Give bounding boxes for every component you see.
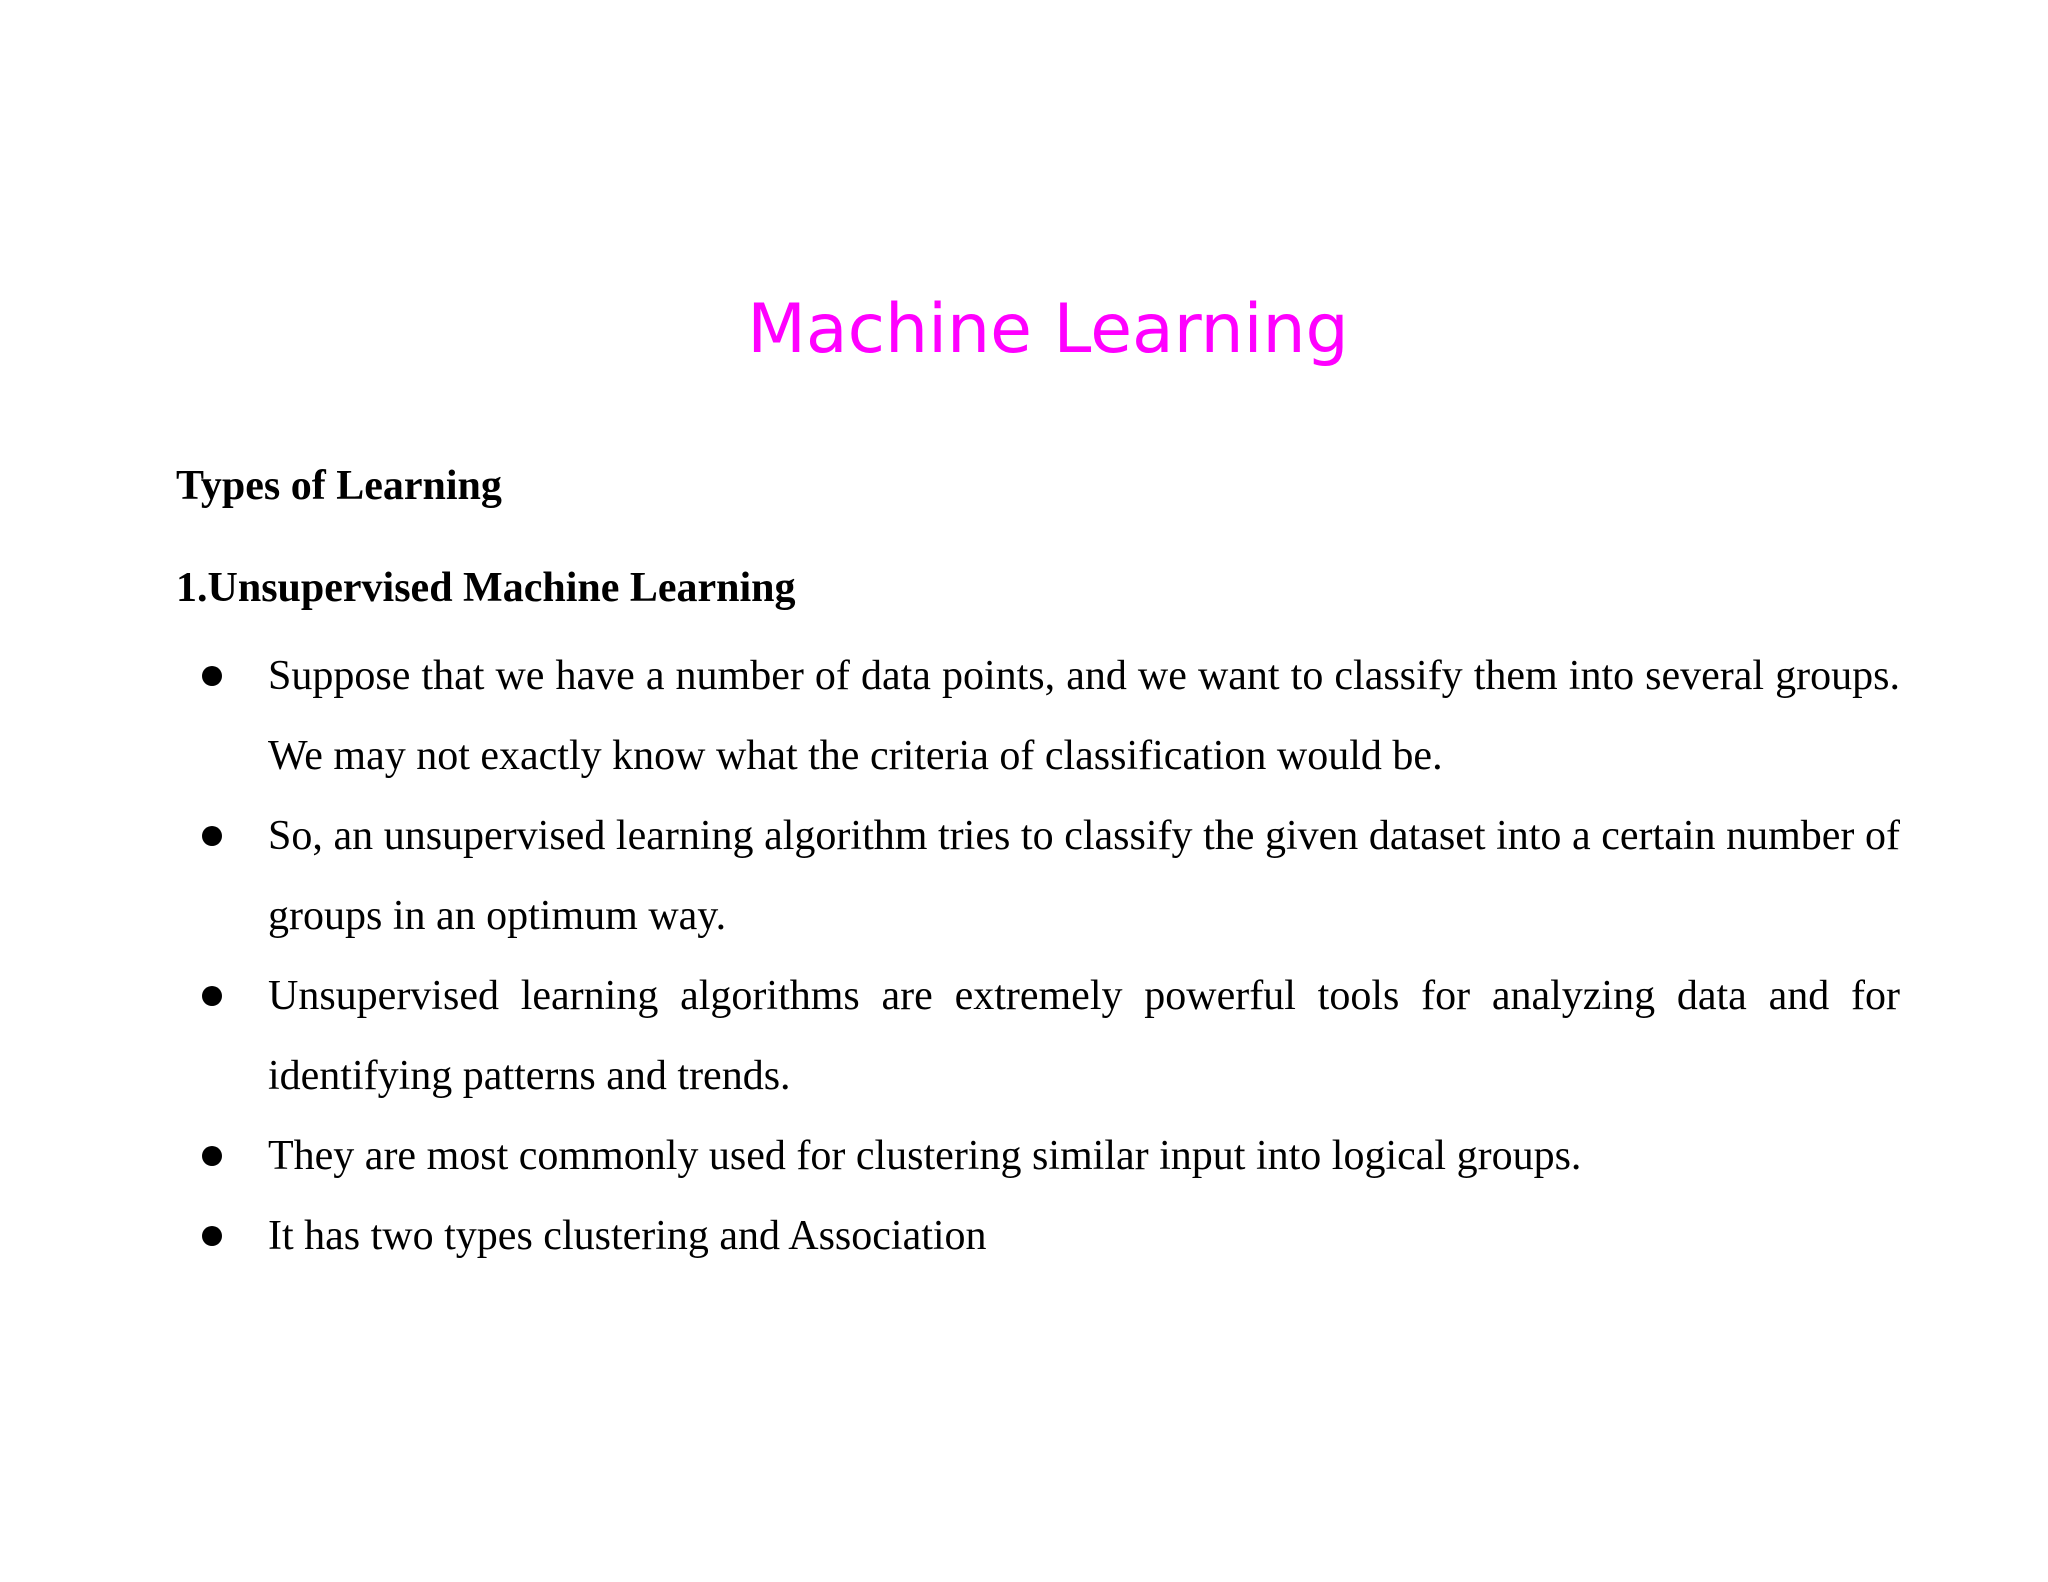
list-item <box>196 796 1900 956</box>
bullet-icon <box>202 986 222 1006</box>
list-item <box>196 636 1900 796</box>
bullet-icon <box>202 1226 222 1246</box>
list-item <box>196 1116 1900 1196</box>
bullet-icon <box>202 1146 222 1166</box>
list-item <box>196 1196 1900 1276</box>
bullet-icon <box>202 666 222 686</box>
bullet-list <box>196 636 1900 1276</box>
page-title: Machine Learning <box>747 290 1349 369</box>
bullet-icon <box>202 826 222 846</box>
list-item-text: Suppose that we have a number of data points, and we want to classify them into several groups. We may not exactly know what the criteria of classification would be. <box>268 653 1900 779</box>
list-item-text: They are most commonly used for clustering similar input into logical groups. <box>268 1133 1582 1179</box>
list-item-text: So, an unsupervised learning algorithm tries to classify the given dataset into a certain number of groups in an optimum way. <box>268 813 1900 939</box>
sub-heading: 1.Unsupervised Machine Learning <box>176 565 796 611</box>
section-heading: Types of Learning <box>176 463 502 509</box>
list-item-text: It has two types clustering and Association <box>268 1213 987 1259</box>
list-item <box>196 956 1900 1116</box>
list-item-text: Unsupervised learning algorithms are extremely powerful tools for analyzing data and for identifying patterns and trends. <box>268 973 1900 1099</box>
